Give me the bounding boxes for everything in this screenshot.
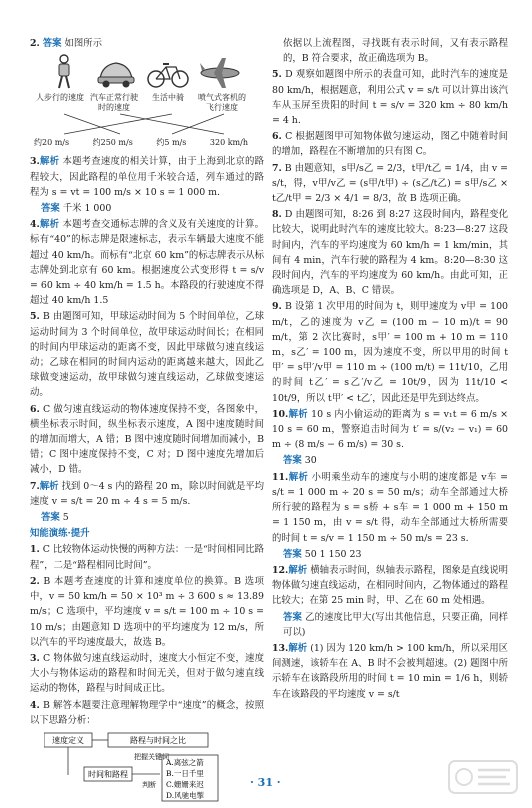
analysis-r12: 12.解析 横轴表示时间，纵轴表示路程，图象是直线说明物体做匀速直线运动，在相同时间内，乙物体通过的路程比较大；在第 25 min 时，甲、乙在 60 m 处相遇。: [272, 564, 508, 607]
analysis-4: 4.解析 本题考查交通标志牌的含义及有关速度的计算。标有“40”的标志牌是限速标志，表示车辆最大速度不能超过 40 km/h。而标有“北京 60 km”的标志牌表示从标志牌处到北京有 60 km。根据速度公式变形得 t = s/v = 60 km ÷ 40 km/h = 1.5 h。本路段的行驶速度不得超过 40 km/h 1.5: [30, 219, 264, 307]
speed-pictures: [42, 53, 242, 93]
matching-lines: [38, 113, 252, 135]
answer-r10: 答案 30: [283, 455, 317, 467]
answer-r7: 7. B 由题意知，s甲/s乙 = 2/3，t甲/t乙 = 1/4，由 v = s/t，得，v甲/v乙 = (s甲/t甲) ÷ (s乙/t乙) = s甲/s乙 × t乙/t甲 = 2/3 × 4/1 = 8/3，故 B 选项正确。: [272, 162, 508, 205]
right-column: [272, 36, 508, 703]
concept-flowchart: [44, 731, 254, 803]
answer-r9: 9. B 设第 1 次甲用的时间为 t，则甲速度为 v甲 = 100 m/t，乙的速度为 v乙 = (100 m − 10 m)/t = 90 m/t，第 2 次比赛时，s甲′ = 100 m + 10 m = 110 m，s乙′ = 100 m，因为速度不变，所以甲用的时间 t甲′ = s甲′/v甲 = 110 m ÷ (100 m/t) = 11t/10，乙用的时间 t乙′ = s乙′/v乙 = 10t/9，因为 11t/10 < 10t/9，所以 t甲′ < t乙′，因此还是甲先到达终点。: [272, 301, 509, 404]
car-figure-icon: [94, 53, 138, 91]
judge-label: 判断: [142, 780, 156, 789]
answer-5: 5. B 由题图可知，甲球运动时间为 5 个时间单位，乙球运动时间为 3 个时间单位，故甲球运动时间长；在相同的时间内甲球运动的距离不变，因此甲球做匀速直线运动；乙球在相同的时间内运动的距离越来越大，因此乙球做变速运动，故甲球做匀速直线运动，乙球做变速运动。: [30, 311, 265, 399]
option-c: C.姗姗来迟: [166, 779, 204, 789]
speed-values: 约20 m/s 约250 m/s 约5 m/s 320 km/h: [34, 138, 248, 148]
answer-3: 答案 千米 1 000: [41, 203, 112, 215]
option-b: B.一日千里: [166, 768, 204, 778]
picture-captions: 人步行的速度 汽车正常行驶时的速度 生活中骑 喷气式客机的飞行速度: [36, 93, 246, 113]
page-number: · 31 ·: [250, 776, 281, 789]
airplane-figure-icon: [198, 53, 242, 91]
ratio-box-label: 路程与时间之比: [130, 735, 186, 745]
practice-3: 3. C 物体做匀速直线运动时，速度大小恒定不变，速度大小与物体运动的路程和时间无关，但对于做匀速直线运动的物体，路程与时间成正比。: [30, 652, 265, 695]
answer-2: 2. 答案 如图所示: [30, 38, 103, 49]
watermark-logo-icon: [448, 760, 518, 794]
analysis-r13: 13.解析 (1) 因为 120 km/h > 100 km/h，所以采用区间测速，该轿车在 A、B 时不会被判超速。(2) 题图中所示轿车在该路段所用的时间 t = 10 min = 1/6 h，则轿车在该路段的平均速度 v = s/t: [272, 642, 508, 700]
flowchart-conclusion: 依据以上流程图，寻找既有表示时间，又有表示路程的，B 符合要求，故正确选项为 B。: [283, 38, 508, 65]
key-phrase-label: 把握关键词: [134, 752, 169, 761]
practice-2: 2. B 本题考查速度的计算和速度单位的换算。B 选项中，v = 50 km/h = 50 × 10³ m ÷ 3 600 s ≈ 13.89 m/s；C 选项中，平均速度 v = s/t = 100 m ÷ 10 s = 10 m/s；由题意知 D 选项中的平均速度为 12 m/s，所以汽车的平均速度最大，故选 B。: [30, 575, 264, 648]
practice-1: 1. C 比较物体运动快慢的两种方法：一是“时间相同比路程”，二是“路程相同比时间”。: [30, 544, 264, 571]
analysis-r11: 11.解析 小明乘坐动车的速度与小明的速度都是 v车 = s/t = 1 000 m ÷ 20 s = 50 m/s；动车全部通过大桥所行驶的路程为 s = s桥 + s车 = 1 000 m + 150 m = 1 150 m，由 v = s/t 得，动车全部通过大桥所需要的时间 t = s/v = 1 150 m ÷ 50 m/s = 23 s.: [272, 471, 508, 544]
answer-r11: 答案 50 1 150 23: [283, 548, 362, 560]
answer-6: 6. C 做匀速直线运动的物体速度保持不变，各图象中，横坐标表示时间，纵坐标表示速度，A 图中速度随时间的增加而增大，A 错；B 图中速度随时间增加而减小，B 错；C 图中速度保持不变，C 对；D 图中速度先增加后减小，D 错。: [30, 403, 265, 476]
practice-4: 4. B 解答本题要注意理解物理学中“速度”的概念，按照以下思路分析：: [30, 699, 264, 726]
time-path-box-label: 时间和路程: [88, 769, 128, 779]
option-d: D.风驰电掣: [166, 790, 205, 800]
answer-r6: 6. C 根据题图甲可知物体做匀速运动，图乙中随着时间的增加，路程在不断增加的只有图 C。: [272, 131, 508, 158]
answer-7: 答案 5: [41, 512, 69, 524]
answer-r5: 5. D 观察如题图中所示的表盘可知，此时汽车的速度是 80 km/h，根据题意，利用公式 v = s/t 可以计算出该汽车从玉屏至贵阳的时间 t = s/v = 320 km ÷ 80 km/h = 4 h.: [272, 69, 508, 127]
answer-r8: 8. D 由题图可知，8:26 到 8:27 这段时间内，路程变化比较大，说明此时汽车的速度比较大。8:23—8:27 这段时间内，汽车的平均速度为 60 km/h = 1 km/min，其间有 4 min，汽车行驶的路程为 4 km。8:20—8:30 这段时间内，汽车的平均速度为 60 km/h。由此可知，正确选项是 D，A、B、C 错误。: [272, 209, 508, 297]
bicycle-figure-icon: [146, 53, 190, 91]
analysis-3: 3.解析 本题考查速度的相关计算，由于上海到北京的路程较大，因此路程的单位用千米较合适，列车通过的路程为 s = vt = 100 m/s × 10 s = 1 000 m.: [30, 156, 264, 198]
answer-r12: 答案 乙的速度比甲大(写出其他信息，只要正确，同样可以): [283, 611, 508, 638]
section-heading: 知能演练·提升: [30, 528, 90, 540]
person-figure-icon: [42, 53, 86, 91]
analysis-7: 7.解析 找到 0～4 s 内的路程 20 m，除以时间就是平均速度 v = s/t = 20 m ÷ 4 s = 5 m/s.: [30, 480, 265, 507]
left-column: [30, 36, 264, 808]
option-a: A.离弦之箭: [166, 757, 204, 767]
definition-box-label: 速度定义: [52, 735, 84, 745]
analysis-r10: 10.解析 10 s 内小偷运动的距离为 s = v₁t = 6 m/s × 10 s = 60 m，警察追击时间为 t′ = s/(v₂ − v₁) = 60 m ÷ (8 m/s − 6 m/s) = 30 s.: [272, 408, 508, 451]
